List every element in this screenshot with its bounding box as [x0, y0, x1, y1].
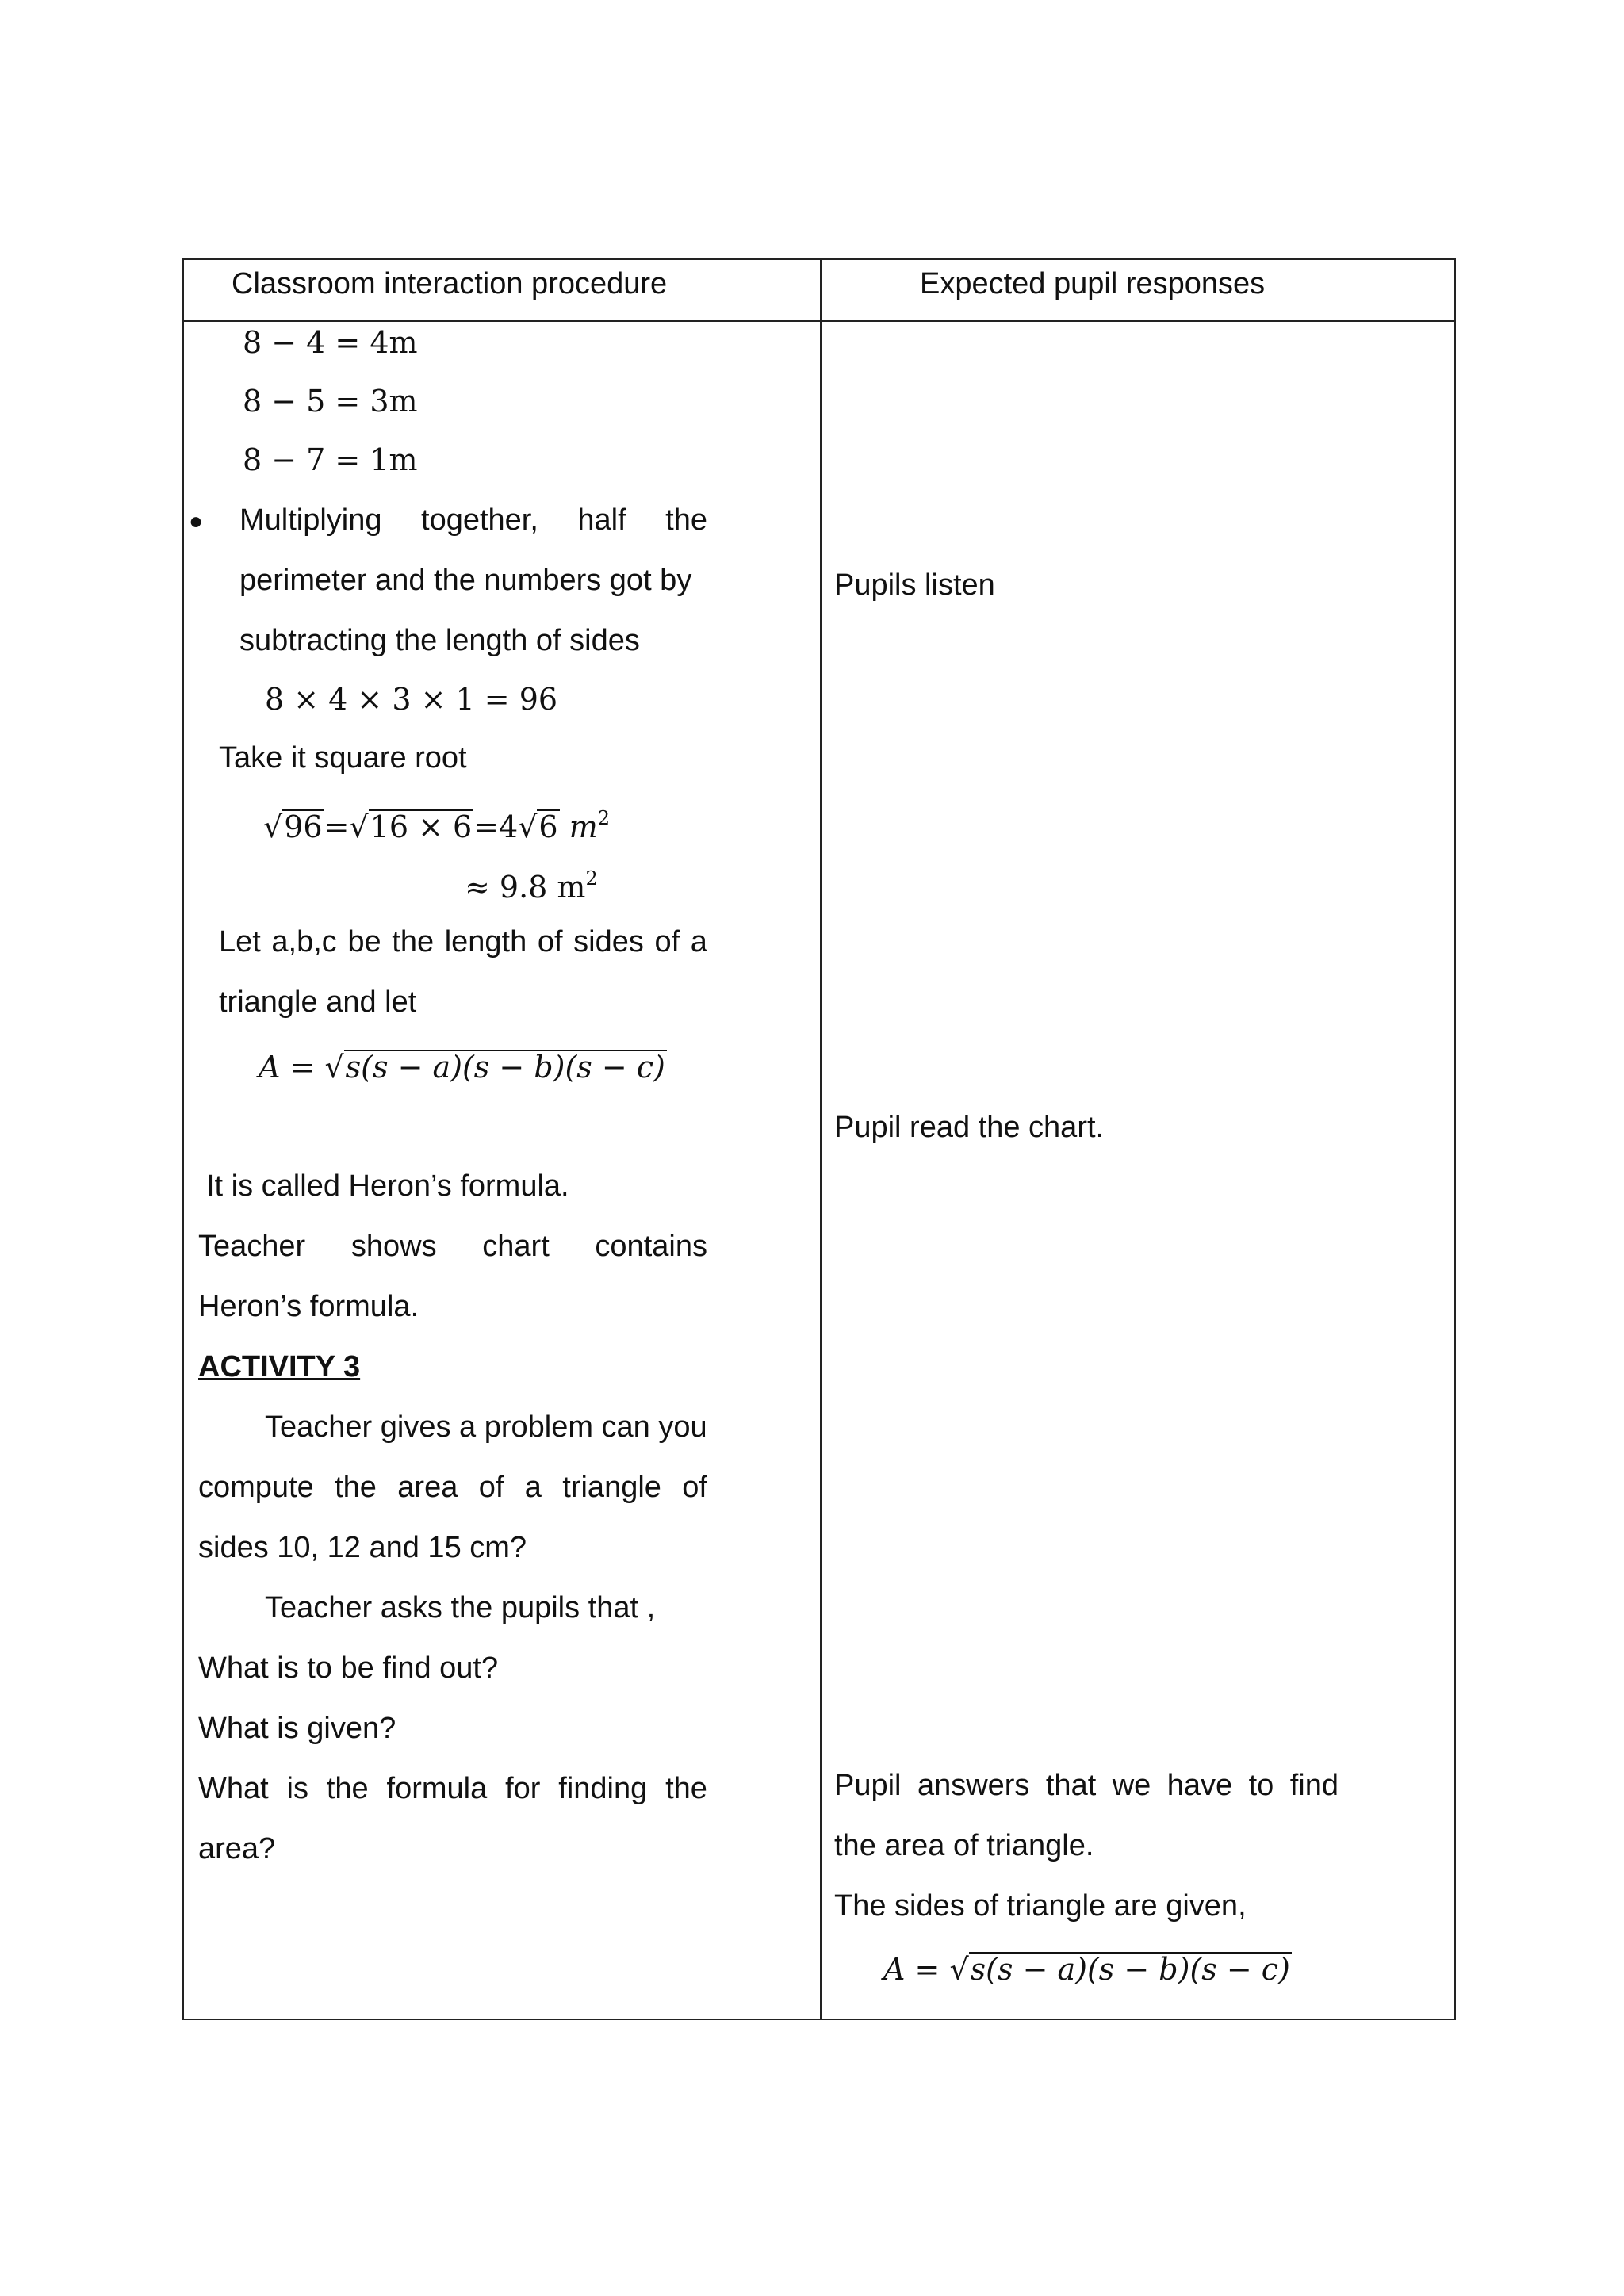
let-line-2: triangle and let [219, 985, 417, 1019]
teacher-line-1: Teacher shows chart contains [198, 1230, 707, 1263]
header-procedure: Classroom interaction procedure [232, 267, 668, 300]
lesson-table [182, 258, 1456, 2020]
equation-approx: ≈ 9.8 $m^2$ [465, 867, 598, 905]
herons-formula: A = √s(s − a)(s − b)(s − c) [259, 1050, 665, 1085]
question-1: What is to be find out? [198, 1651, 499, 1685]
take-square-root: Take it square root [219, 741, 467, 775]
equation-3: 8 − 7 = 1m [243, 442, 418, 477]
problem-line-1: Teacher gives a problem can you [265, 1410, 707, 1444]
problem-line-2: compute the area of a triangle of [198, 1471, 707, 1504]
question-3-line-1: What is the formula for finding the [198, 1772, 707, 1805]
response-given: The sides of triangle are given, [834, 1889, 1247, 1923]
response-answer-line-1: Pupil answers that we have to find [834, 1769, 1339, 1802]
question-2: What is given? [198, 1712, 396, 1745]
equation-2: 8 − 5 = 3m [243, 384, 418, 419]
problem-line-3: sides 10, 12 and 15 cm? [198, 1531, 527, 1564]
herons-name: It is called Heron’s formula. [206, 1169, 569, 1203]
bullet-icon: ● [189, 508, 204, 534]
teacher-line-2: Heron’s formula. [198, 1290, 419, 1323]
equation-root-simplify: √96=√16 × 6=4√6 $m^2$ [263, 807, 611, 844]
teacher-asks: Teacher asks the pupils that , [265, 1591, 656, 1624]
header-divider [184, 320, 1454, 322]
activity-heading: ACTIVITY 3 [198, 1350, 361, 1383]
equation-product: 8 × 4 × 3 × 1 = 96 [265, 682, 558, 717]
bullet-line-3: subtracting the length of sides [239, 624, 640, 657]
response-read-chart: Pupil read the chart. [834, 1111, 1105, 1144]
equation-1: 8 − 4 = 4m [243, 325, 418, 360]
header-responses: Expected pupil responses [920, 267, 1266, 300]
response-listen: Pupils listen [834, 568, 995, 602]
bullet-line-1: Multiplying together, half the [239, 503, 707, 537]
column-divider [820, 260, 822, 2019]
response-formula: A = √s(s − a)(s − b)(s − c) [883, 1952, 1290, 1987]
response-answer-line-2: the area of triangle. [834, 1829, 1094, 1862]
question-3-line-2: area? [198, 1832, 276, 1866]
let-line-1: Let a,b,c be the length of sides of a [219, 925, 707, 959]
bullet-line-2: perimeter and the numbers got by [239, 564, 692, 597]
